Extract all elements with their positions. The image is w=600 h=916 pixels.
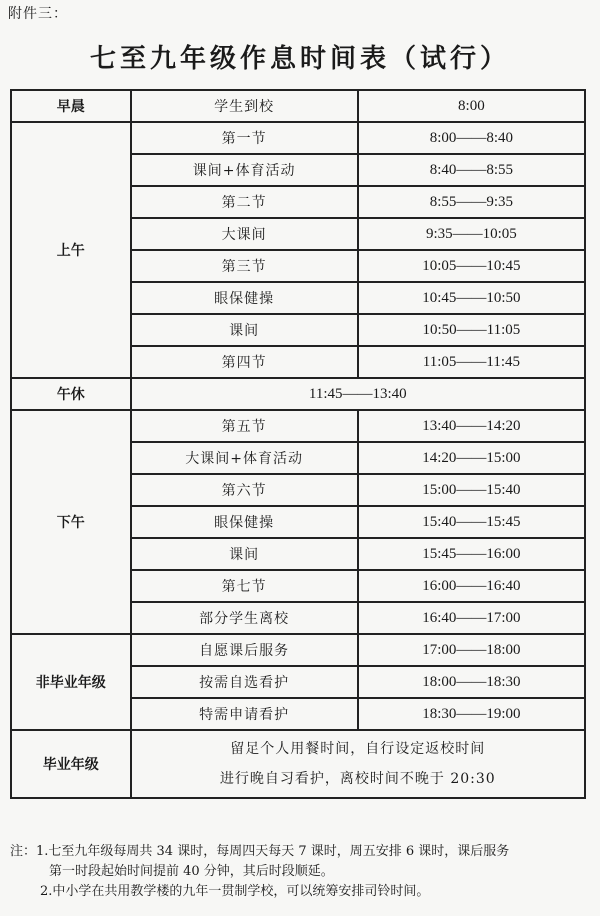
time-cell: 18:30——19:00 — [358, 698, 585, 730]
time-cell: 15:45——16:00 — [358, 538, 585, 570]
time-cell: 11:45——13:40 — [131, 378, 585, 410]
activity-cell: 第一节 — [131, 122, 358, 154]
activity-cell: 第二节 — [131, 186, 358, 218]
activity-cell: 按需自选看护 — [131, 666, 358, 698]
time-cell: 16:00——16:40 — [358, 570, 585, 602]
activity-cell: 第六节 — [131, 474, 358, 506]
time-cell: 15:00——15:40 — [358, 474, 585, 506]
activity-cell: 课间+体育活动 — [131, 154, 358, 186]
activity-cell: 大课间 — [131, 218, 358, 250]
activity-cell: 课间 — [131, 314, 358, 346]
section-pm: 下午 — [11, 410, 131, 634]
section-morning: 早晨 — [11, 90, 131, 122]
time-cell: 9:35——10:05 — [358, 218, 585, 250]
time-cell: 8:55——9:35 — [358, 186, 585, 218]
time-cell: 8:40——8:55 — [358, 154, 585, 186]
note-line3: 2.中小学在共用教学楼的九年一贯制学校，可以统筹安排司铃时间。 — [40, 884, 430, 899]
time-cell: 15:40——15:45 — [358, 506, 585, 538]
time-cell: 11:05——11:45 — [358, 346, 585, 378]
table-row — [11, 410, 585, 442]
time-cell: 13:40——14:20 — [358, 410, 585, 442]
activity-cell: 大课间+体育活动 — [131, 442, 358, 474]
note-line1: 注：1.七至九年级每周共 34 课时，每周四天每天 7 课时，周五安排 6 课时，课后服务 — [10, 844, 510, 859]
notes — [10, 842, 590, 902]
section-grad: 毕业年级 — [11, 730, 131, 798]
section-am: 上午 — [11, 122, 131, 378]
time-cell: 8:00——8:40 — [358, 122, 585, 154]
activity-cell: 课间 — [131, 538, 358, 570]
activity-cell: 眼保健操 — [131, 506, 358, 538]
time-cell: 18:00——18:30 — [358, 666, 585, 698]
table-row — [11, 730, 585, 798]
grad-note-cell — [131, 730, 585, 798]
activity-cell: 特需申请看护 — [131, 698, 358, 730]
activity-cell: 第三节 — [131, 250, 358, 282]
grad-note-line2: 进行晚自习看护，离校时间不晚于 20:30 — [219, 771, 496, 787]
time-cell: 14:20——15:00 — [358, 442, 585, 474]
time-cell: 8:00 — [358, 90, 585, 122]
time-cell: 10:50——11:05 — [358, 314, 585, 346]
activity-cell: 自愿课后服务 — [131, 634, 358, 666]
schedule-table — [10, 89, 586, 799]
grad-note-line1: 留足个人用餐时间，自行设定返校时间 — [230, 741, 486, 757]
annex-label: 附件三： — [8, 6, 68, 22]
time-cell: 17:00——18:00 — [358, 634, 585, 666]
activity-cell: 第五节 — [131, 410, 358, 442]
note-line2: 第一时段起始时间提前 40 分钟，其后时段顺延。 — [49, 864, 334, 879]
table-row — [11, 634, 585, 666]
time-cell: 10:05——10:45 — [358, 250, 585, 282]
activity-cell: 部分学生离校 — [131, 602, 358, 634]
activity-cell: 眼保健操 — [131, 282, 358, 314]
activity-cell: 第七节 — [131, 570, 358, 602]
activity-cell: 第四节 — [131, 346, 358, 378]
section-noon: 午休 — [11, 378, 131, 410]
table-row — [11, 122, 585, 154]
time-cell: 10:45——10:50 — [358, 282, 585, 314]
page-title: 七至九年级作息时间表（试行） — [89, 44, 510, 74]
activity-cell: 学生到校 — [131, 90, 358, 122]
section-non-grad: 非毕业年级 — [11, 634, 131, 730]
time-cell: 16:40——17:00 — [358, 602, 585, 634]
table-row — [11, 378, 585, 410]
table-row — [11, 90, 585, 122]
